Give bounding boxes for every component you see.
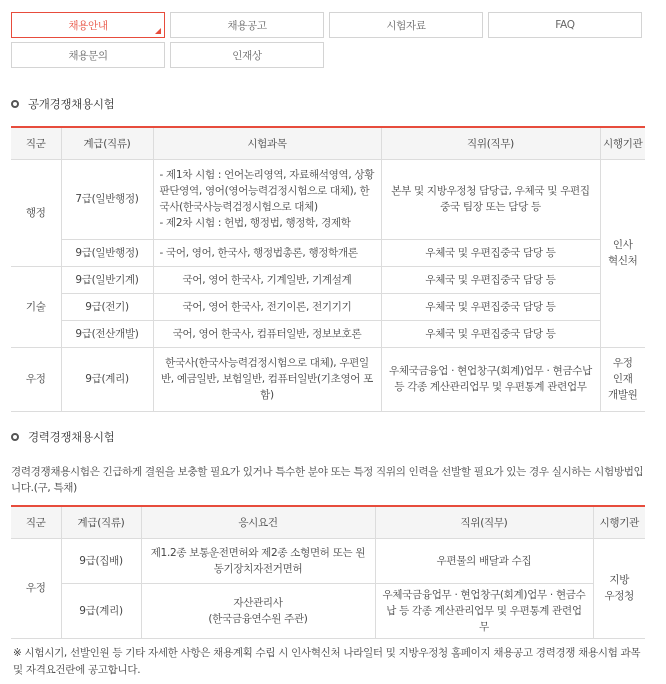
tab-recruit-guide[interactable]: 채용안내 xyxy=(11,12,165,38)
header-agency: 시행기관 xyxy=(593,506,645,538)
subjects-cell: 국어, 영어 한국사, 기계일반, 기계설계 xyxy=(153,266,381,293)
group-cell: 우정 xyxy=(11,538,61,638)
table-row xyxy=(11,347,645,411)
duty-cell: 우체국금융업무 · 현업창구(회계)업무 · 현금수납 등 각종 계산관리업무 및 우편통계 관련업무 xyxy=(375,583,593,638)
grade-cell: 9급(전산개발) xyxy=(61,320,153,347)
circle-bullet-icon xyxy=(11,433,19,441)
table-header-row xyxy=(11,127,645,159)
duty-cell: 본부 및 지방우정청 담당급, 우체국 및 우편집중국 팀장 또는 담당 등 xyxy=(381,159,600,239)
subjects-cell: - 제1차 시험 : 언어논리영역, 자료해석영역, 상황판단영역, 영어(영어능력검정시험으로 대체), 한국사(한국사능력검정시험으로 대체) - 제2차 시험 : 헌법, 행정법, 행정학, 경제학 xyxy=(153,159,381,239)
duty-cell: 우체국 및 우편집중국 담당 등 xyxy=(381,320,600,347)
header-subjects: 시험과목 xyxy=(153,127,381,159)
table-header-row xyxy=(11,506,645,538)
header-group: 직군 xyxy=(11,127,61,159)
table-row xyxy=(11,320,645,347)
group-cell: 행정 xyxy=(11,159,61,266)
header-grade: 계급(직류) xyxy=(61,506,141,538)
duty-cell: 우체국 및 우편집중국 담당 등 xyxy=(381,293,600,320)
grade-cell: 9급(계리) xyxy=(61,347,153,411)
table-row xyxy=(11,239,645,266)
tab-recruit-inquiry[interactable]: 채용문의 xyxy=(11,42,165,68)
table-row xyxy=(11,159,645,239)
career-exam-table xyxy=(11,505,645,639)
table-row xyxy=(11,293,645,320)
requirement-cell: 자산관리사 (한국금융연수원 주관) xyxy=(141,583,375,638)
grade-cell: 9급(집배) xyxy=(61,538,141,583)
subjects-cell: 국어, 영어 한국사, 컴퓨터일반, 정보보호론 xyxy=(153,320,381,347)
header-group: 직군 xyxy=(11,506,61,538)
tab-ideal-talent[interactable]: 인재상 xyxy=(170,42,324,68)
active-corner-icon xyxy=(155,28,161,34)
tab-recruit-notice[interactable]: 채용공고 xyxy=(170,12,324,38)
circle-bullet-icon xyxy=(11,100,19,108)
tab-navigation xyxy=(11,12,644,72)
career-description: 경력경쟁채용시험은 긴급하게 결원을 보충할 필요가 있거나 특수한 분야 또는 특정 직위의 인력을 선발할 필요가 있는 경우 실시하는 시험방법입니다.(구, 특채) xyxy=(11,466,644,494)
agency-cell: 우정 인재 개발원 xyxy=(600,347,645,411)
group-cell: 기술 xyxy=(11,266,61,347)
tab-exam-materials[interactable]: 시험자료 xyxy=(329,12,483,38)
section-title-open: 공개경쟁채용시험 xyxy=(11,96,114,112)
duty-cell: 우체국 및 우편집중국 담당 등 xyxy=(381,266,600,293)
header-requirement: 응시요건 xyxy=(141,506,375,538)
table-row xyxy=(11,583,645,638)
requirement-cell: 제1.2종 보통운전면허와 제2종 소형면허 또는 원동기장치자전거면허 xyxy=(141,538,375,583)
grade-cell: 9급(전기) xyxy=(61,293,153,320)
duty-cell: 우편물의 배달과 수집 xyxy=(375,538,593,583)
grade-cell: 9급(일반행정) xyxy=(61,239,153,266)
table-row xyxy=(11,266,645,293)
grade-cell: 9급(계리) xyxy=(61,583,141,638)
header-duty: 직위(직무) xyxy=(375,506,593,538)
agency-cell: 지방 우정청 xyxy=(593,538,645,638)
subjects-cell: - 국어, 영어, 한국사, 행정법총론, 행정학개론 xyxy=(153,239,381,266)
footnote: ※ 시험시기, 선발인원 등 기타 자세한 사항은 채용계획 수립 시 인사혁신처 나라일터 및 지방우정청 홈페이지 채용공고 경력경쟁 채용시험 과목 및 자격요건란에 공고합니다. xyxy=(13,647,641,676)
open-exam-table xyxy=(11,126,645,412)
tab-faq[interactable]: FAQ xyxy=(488,12,642,38)
grade-cell: 9급(일반기계) xyxy=(61,266,153,293)
header-grade: 계급(직류) xyxy=(61,127,153,159)
subjects-cell: 국어, 영어 한국사, 전기이론, 전기기기 xyxy=(153,293,381,320)
duty-cell: 우체국금융업 · 현업창구(회계)업무 · 현금수납 등 각종 계산관리업무 및 우편통계 관련업무 xyxy=(381,347,600,411)
section-title-career: 경력경쟁채용시험 xyxy=(11,429,114,445)
header-duty: 직위(직무) xyxy=(381,127,600,159)
duty-cell: 우체국 및 우편집중국 담당 등 xyxy=(381,239,600,266)
header-agency: 시행기관 xyxy=(600,127,645,159)
agency-cell: 인사 혁신처 xyxy=(600,159,645,347)
grade-cell: 7급(일반행정) xyxy=(61,159,153,239)
table-row xyxy=(11,538,645,583)
subjects-cell: 한국사(한국사능력검정시험으로 대체), 우편일반, 예금일반, 보험일반, 컴퓨터일반(기초영어 포함) xyxy=(153,347,381,411)
group-cell: 우정 xyxy=(11,347,61,411)
